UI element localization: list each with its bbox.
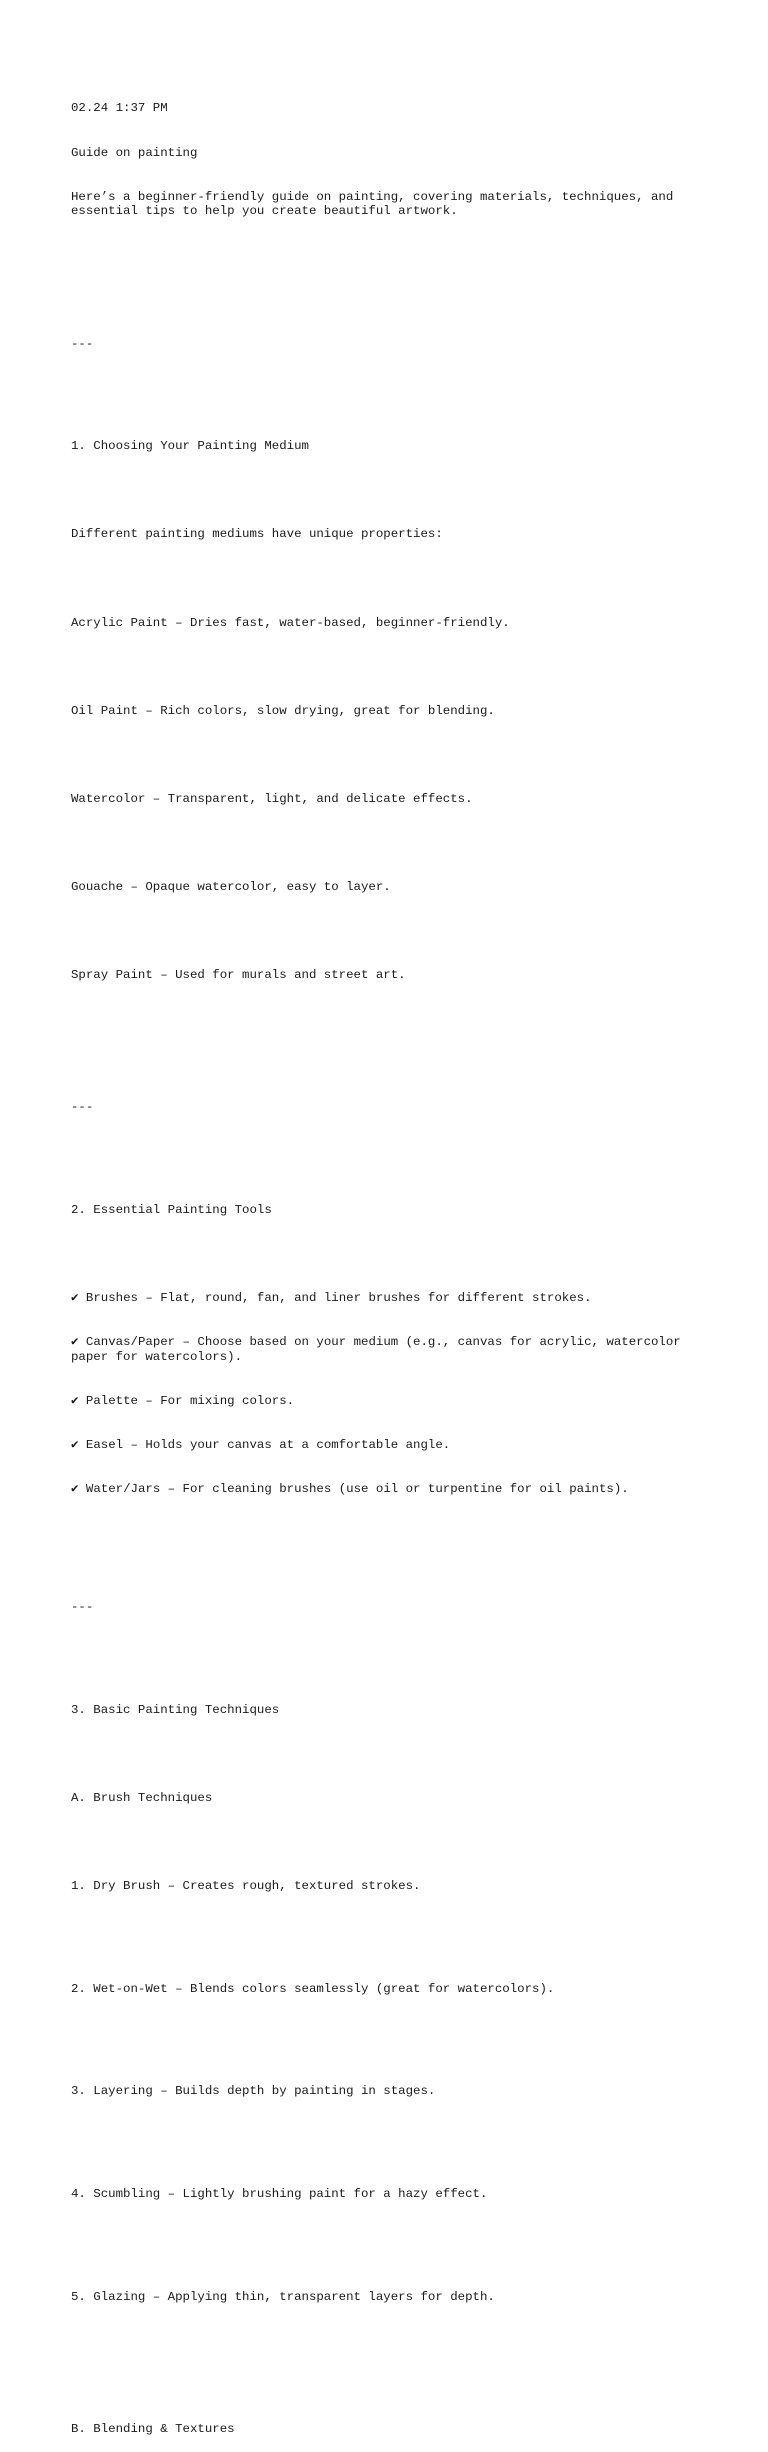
divider: --- (71, 1100, 94, 1115)
tool-item: ✔ Palette – For mixing colors. (71, 1394, 295, 1409)
medium-item: Oil Paint – Rich colors, slow drying, great for blending. (71, 703, 495, 718)
technique-item: 4. Scumbling – Lightly brushing paint for a hazy effect. (71, 2187, 488, 2202)
technique-item: 5. Glazing – Applying thin, transparent layers for depth. (71, 2290, 495, 2305)
subheading-brush-techniques: A. Brush Techniques (71, 1790, 213, 1805)
section-2-heading: 2. Essential Painting Tools (71, 1203, 272, 1218)
tool-item: ✔ Canvas/Paper – Choose based on your medium (e.g., canvas for acrylic, watercolor paper for watercolors). (71, 1335, 689, 1364)
timestamp: 02.24 1:37 PM (71, 101, 168, 116)
subheading-blending-textures: B. Blending & Textures (71, 2422, 235, 2437)
document-page (71, 72, 711, 2452)
section-3-heading: 3. Basic Painting Techniques (71, 1702, 280, 1717)
medium-item: Acrylic Paint – Dries fast, water-based, beginner-friendly. (71, 615, 510, 630)
section-1-lead: Different painting mediums have unique properties: (71, 527, 443, 542)
technique-item: 3. Layering – Builds depth by painting in stages. (71, 2084, 436, 2099)
section-1-heading: 1. Choosing Your Painting Medium (71, 439, 309, 454)
tool-item: ✔ Brushes – Flat, round, fan, and liner brushes for different strokes. (71, 1291, 592, 1306)
tool-item: ✔ Water/Jars – For cleaning brushes (use oil or turpentine for oil paints). (71, 1482, 629, 1497)
divider: --- (71, 1599, 94, 1614)
medium-item: Spray Paint – Used for murals and street art. (71, 968, 406, 983)
intro-paragraph: Here’s a beginner-friendly guide on painting, covering materials, techniques, and essential tips to help you create beautiful artwork. (71, 189, 681, 219)
divider: --- (71, 336, 94, 351)
technique-item: 2. Wet-on-Wet – Blends colors seamlessly (great for watercolors). (71, 1981, 555, 1996)
medium-item: Watercolor – Transparent, light, and delicate effects. (71, 791, 473, 806)
document-title: Guide on painting (71, 145, 198, 160)
tool-item: ✔ Easel – Holds your canvas at a comfortable angle. (71, 1438, 451, 1453)
technique-item: 1. Dry Brush – Creates rough, textured strokes. (71, 1878, 421, 1893)
medium-item: Gouache – Opaque watercolor, easy to layer. (71, 879, 391, 894)
